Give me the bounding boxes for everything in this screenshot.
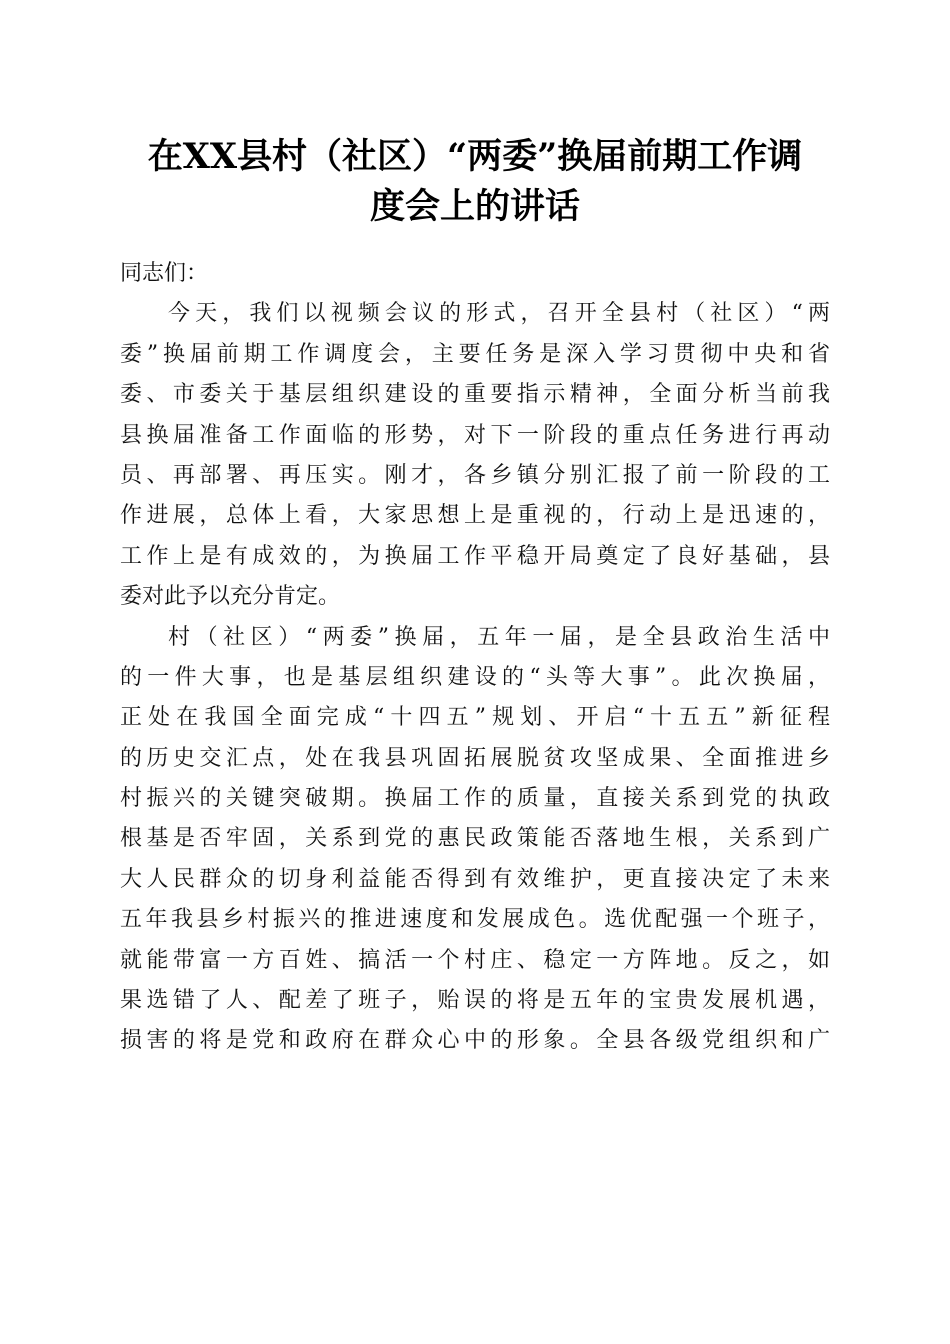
title-line-2: 度会上的讲话 — [369, 186, 580, 227]
paragraph-2 — [120, 618, 830, 1062]
paragraph-line: 员、再部署、再压实。刚才，各乡镇分别汇报了前一阶段的工 — [120, 462, 830, 488]
paragraph-line: 县换届准备工作面临的形势，对下一阶段的重点任务进行再动 — [120, 422, 830, 448]
paragraph-line: 作进展，总体上看，大家思想上是重视的，行动上是迅速的， — [120, 503, 830, 529]
paragraph-line: 村（社区）“两委”换届，五年一届，是全县政治生活中 — [168, 624, 830, 650]
paragraph-1 — [120, 294, 830, 617]
paragraph-line: 大人民群众的切身利益能否得到有效维护，更直接决定了未来 — [120, 866, 830, 892]
paragraph-line: 根基是否牢固，关系到党的惠民政策能否落地生根，关系到广 — [120, 826, 830, 852]
paragraph-line: 委、市委关于基层组织建设的重要指示精神，全面分析当前我 — [120, 382, 830, 408]
paragraph-line: 委”换届前期工作调度会，主要任务是深入学习贯彻中央和省 — [120, 341, 830, 367]
paragraph-line: 今天，我们以视频会议的形式，召开全县村（社区）“两 — [168, 301, 830, 327]
paragraph-line: 果选错了人、配差了班子，贻误的将是五年的宝贵发展机遇， — [120, 988, 830, 1014]
document-title — [110, 132, 840, 232]
paragraph-line: 正处在我国全面完成“十四五”规划、开启“十五五”新征程 — [120, 705, 830, 731]
paragraph-line: 损害的将是党和政府在群众心中的形象。全县各级党组织和广 — [120, 1028, 830, 1054]
paragraph-line: 委对此予以充分肯定。 — [120, 584, 341, 610]
paragraph-line: 的一件大事，也是基层组织建设的“头等大事”。此次换届， — [120, 664, 830, 690]
salutation: 同志们： — [120, 261, 209, 286]
paragraph-line: 五年我县乡村振兴的推进速度和发展成色。选优配强一个班子， — [120, 907, 830, 933]
paragraph-line: 的历史交汇点，处在我县巩固拓展脱贫攻坚成果、全面推进乡 — [120, 745, 830, 771]
document-body — [120, 254, 830, 1062]
title-line-1: 在XX县村（社区）“两委”换届前期工作调 — [147, 136, 803, 177]
paragraph-line: 村振兴的关键突破期。换届工作的质量，直接关系到党的执政 — [120, 786, 830, 812]
paragraph-line: 就能带富一方百姓、搞活一个村庄、稳定一方阵地。反之，如 — [120, 947, 830, 973]
paragraph-line: 工作上是有成效的，为换届工作平稳开局奠定了良好基础，县 — [120, 543, 830, 569]
